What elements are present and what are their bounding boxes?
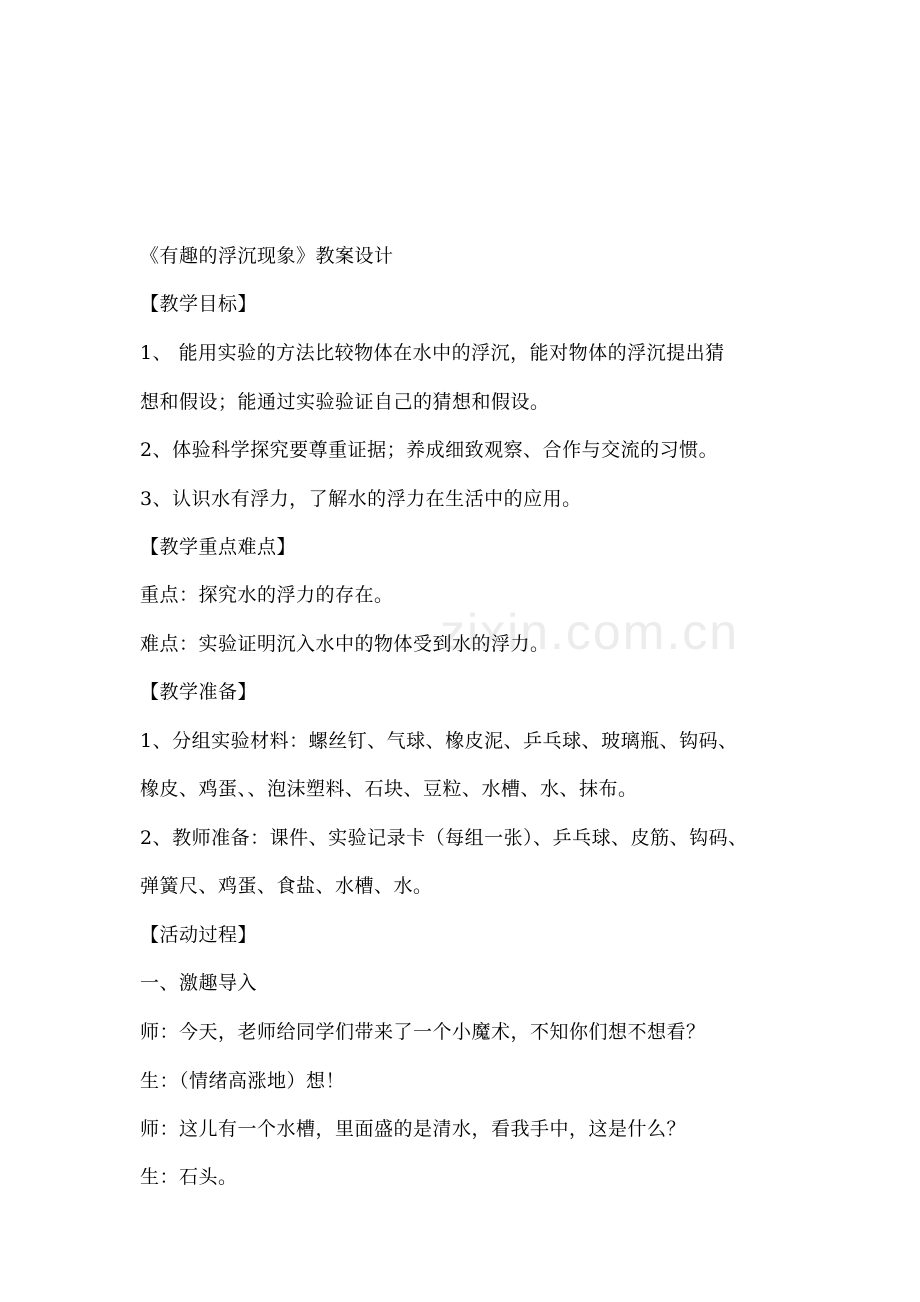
section-heading-objectives: 【教学目标】 bbox=[140, 293, 258, 315]
dialogue-line: 生：（情绪高涨地）想！ bbox=[140, 1070, 346, 1092]
paragraph-line: 2、体验科学探究要尊重证据；养成细致观察、合作与交流的习惯。 bbox=[140, 439, 719, 461]
dialogue-line: 生：石头。 bbox=[140, 1166, 238, 1188]
paragraph-line: 难点：实验证明沉入水中的物体受到水的浮力。 bbox=[140, 633, 550, 655]
document-title: 《有趣的浮沉现象》教案设计 bbox=[140, 245, 394, 267]
watermark: zixin.com.cn bbox=[440, 604, 740, 660]
paragraph-line: 3、认识水有浮力，了解水的浮力在生活中的应用。 bbox=[140, 488, 582, 510]
dialogue-line: 师：这儿有一个水槽，里面盛的是清水，看我手中，这是什么？ bbox=[140, 1118, 687, 1140]
section-heading-process: 【活动过程】 bbox=[140, 924, 258, 946]
section-heading-preparation: 【教学准备】 bbox=[140, 681, 258, 703]
dialogue-line: 师：今天，老师给同学们带来了一个小魔术，不知你们想不想看？ bbox=[140, 1021, 706, 1043]
paragraph-line: 重点：探究水的浮力的存在。 bbox=[140, 584, 394, 606]
paragraph-line: 橡皮、鸡蛋、、泡沫塑料、石块、豆粒、水槽、水、抹布。 bbox=[140, 778, 638, 800]
paragraph-line: 想和假设；能通过实验验证自己的猜想和假设。 bbox=[140, 391, 550, 413]
paragraph-line: 2、教师准备：课件、实验记录卡（每组一张）、乒乓球、皮筋、钩码、 bbox=[140, 827, 748, 849]
paragraph-line: 1、 能用实验的方法比较物体在水中的浮沉，能对物体的浮沉提出猜 bbox=[140, 342, 725, 364]
paragraph-line: 1、分组实验材料：螺丝钉、气球、橡皮泥、乒乓球、玻璃瓶、钩码、 bbox=[140, 730, 738, 752]
paragraph-line: 弹簧尺、鸡蛋、食盐、水槽、水。 bbox=[140, 875, 433, 897]
subheading-intro: 一、激趣导入 bbox=[140, 972, 258, 994]
section-heading-key-points: 【教学重点难点】 bbox=[140, 536, 297, 558]
